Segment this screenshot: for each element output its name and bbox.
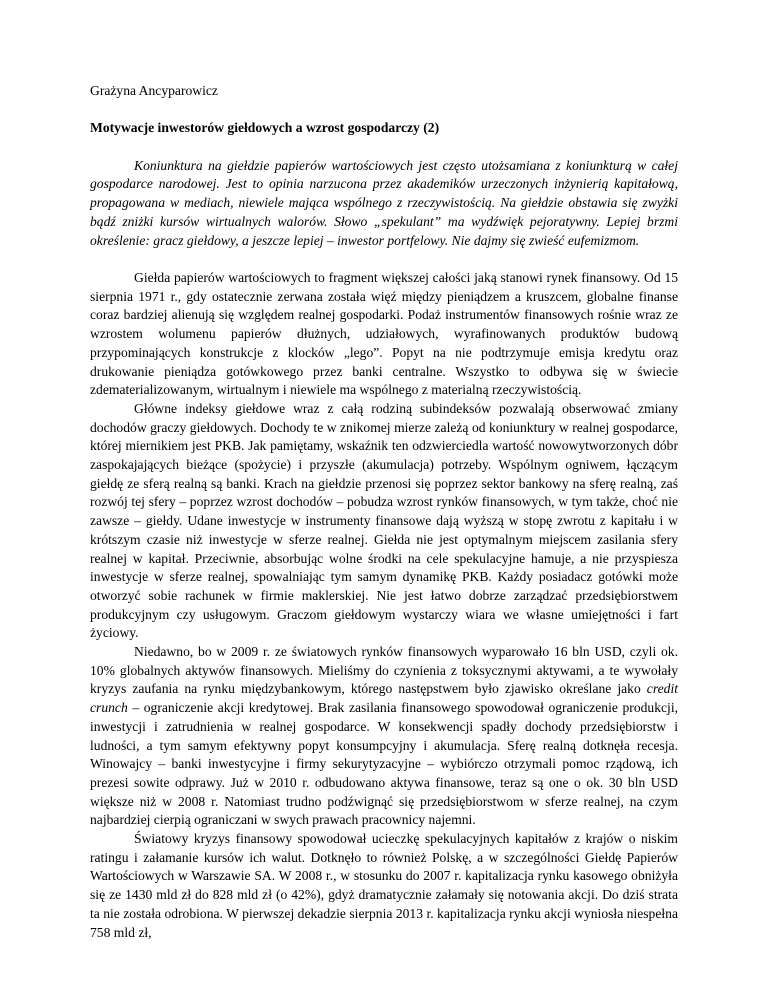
- body-paragraph-3: [90, 643, 678, 830]
- paragraph-3-text-end: – ograniczenie akcji kredytowej. Brak zasilania finansowego spowodował ograniczenie produkcji, inwestycji i zatrudnienia w realnej gospodarce. W konsekwencji spadły dochody przedsiębiorstw i ludności, a tym samym efektywny popyt konsumpcyjny i akumulacja. Sferę realną dotknęła recesja. Winowajcy – banki inwestycyjne i firmy sekurytyzacyjne – wybiórczo otrzymali pomoc rządową, ich prezesi sowite odprawy. Już w 2010 r. odbudowano aktywa finansowe, teraz są one o ok. 30 bln USD większe niż w 2008 r. Natomiast trudno podźwignąć się przedsiębiorstwom w sferze realnej, na czym najbardziej cierpią ograniczani w swych prawach pracownicy najemni.: [90, 700, 678, 828]
- body-paragraph-1: Giełda papierów wartościowych to fragment większej całości jaką stanowi rynek finansowy. Od 15 sierpnia 1971 r., gdy ostatecznie zerwana została więź między pieniądzem a kruszcem, globalne finanse coraz bardziej alienują się względem realnej gospodarki. Podaż instrumentów finansowych rośnie wraz ze wzrostem wolumenu papierów dłużnych, udziałowych, wyrafinowanych produktów budową przypominających konstrukcje z klocków „lego”. Popyt na nie podtrzymuje emisja kredytu oraz drukowanie pieniądza gotówkowego przez banki centralne. Wszystko to odbywa się w świecie zdematerializowanym, wirtualnym i niewiele ma wspólnego z materialną rzeczywistością.: [90, 269, 678, 398]
- body-paragraph-4: Światowy kryzys finansowy spowodował ucieczkę spekulacyjnych kapitałów z krajów o niskim ratingu i załamanie kursów ich walut. Dotknęło to również Polskę, a w szczególności Giełdę Papierów Wartościowych w Warszawie SA. W 2008 r., w stosunku do 2007 r. kapitalizacja rynku kasowego obniżyła się ze 1430 mld zł do 828 mld zł (o 42%), gdyż dramatycznie załamały się notowania akcji. Do dziś strata ta nie została odrobiona. W pierwszej dekadzie sierpnia 2013 r. kapitalizacja rynku akcji wyniosła niespełna 758 mld zł,: [90, 831, 678, 940]
- body-paragraph-2: Główne indeksy giełdowe wraz z całą rodziną subindeksów pozwalają obserwować zmiany dochodów graczy giełdowych. Dochody te w znikomej mierze zależą od koniunktury w realnej gospodarce, której miernikiem jest PKB. Jak pamiętamy, wskaźnik ten odzwierciedla wartość nowowytworzonych dóbr zaspokajających bieżące (spożycie) i przyszłe (akumulacja) potrzeby. Wspólnym ogniwem, łączącym giełdę ze sferą realną są banki. Krach na giełdzie przenosi się poprzez sektor bankowy na sferę realną, zaś rozwój tej sfery – poprzez wzrost dochodów – pobudza wzrost rynków finansowych, w tym także, choć nie zawsze – giełdy. Udane inwestycje w instrumenty finansowe dają wyższą w stopę zwrotu z kapitału i w krótszym czasie niż inwestycje w sferze realnej. Giełda nie jest optymalnym miejscem zasilania sfery realnej w kapitał. Przeciwnie, absorbując wolne środki na cele spekulacyjne hamuje, a nie przyspiesza inwestycje w sferze realnej, spowalniając tym samym dynamikę PKB. Każdy posiadacz gotówki może otworzyć sobie rachunek w firmie maklerskiej. Nie jest łatwo dobrze zarządzać przedsiębiorstwem produkcyjnym czy usługowym. Graczom giełdowym wystarczy wiara we własne umiejętności i fart życiowy.: [90, 400, 678, 641]
- credit-crunch-term: credit crunch: [90, 681, 678, 716]
- author-name: Grażyna Ancyparowicz: [90, 83, 218, 98]
- document-page: [90, 82, 678, 942]
- paragraph-3-text-start: Niedawno, bo w 2009 r. ze światowych rynków finansowych wyparowało 16 bln USD, czyli ok. 10% globalnych aktywów finansowych. Mieliśmy do czynienia z toksycznymi aktywami, a te wywołały kryzys zaufania na rynku międzybankowym, którego następstwem było zjawisko określane jako: [90, 644, 678, 697]
- article-title: Motywacje inwestorów giełdowych a wzrost gospodarczy (2): [90, 120, 440, 136]
- lead-paragraph: Koniunktura na giełdzie papierów wartościowych jest często utożsamiana z koniunkturą w całej gospodarce narodowej. Jest to opinia narzucona przez akademików urzeczonych inżynierią kapitałową, propagowana w mediach, niewiele mająca wspólnego z rzeczywistością. Na giełdzie obstawia się zwyżki bądź zniżki kursów wirtualnych walorów. Słowo „spekulant” ma wydźwięk pejoratywny. Lepiej brzmi określenie: gracz giełdowy, a jeszcze lepiej – inwestor portfelowy. Nie dajmy się zwieść eufemizmom.: [90, 157, 678, 248]
